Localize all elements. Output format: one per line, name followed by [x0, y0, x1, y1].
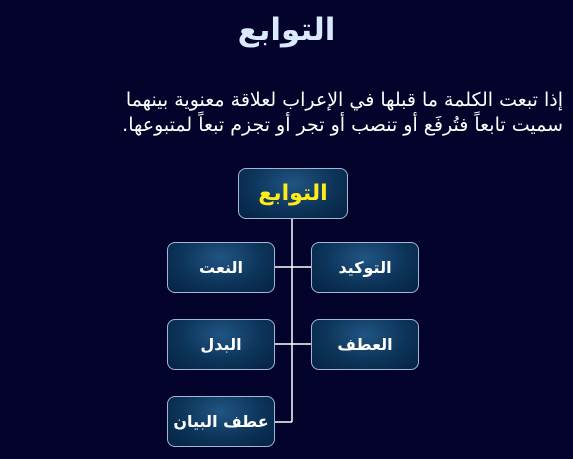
node-tawkid: التوكيد: [311, 242, 419, 293]
node-atf-bayan: عطف البيان: [167, 396, 275, 447]
definition-line-2: سميت تابعاً فتُرفَع أو تنصب أو تجر أو تجزم تبعاً لمتبوعها.: [122, 114, 563, 136]
node-naat: النعت: [167, 242, 275, 293]
node-atf: العطف: [311, 319, 419, 370]
node-badal: البدل: [167, 319, 275, 370]
diagram-root-node: التوابع: [238, 168, 348, 219]
definition-line-1: إذا تبعت الكلمة ما قبلها في الإعراب لعلاقة معنوية بينهما: [125, 89, 563, 111]
page-title: التوابع: [237, 12, 336, 48]
